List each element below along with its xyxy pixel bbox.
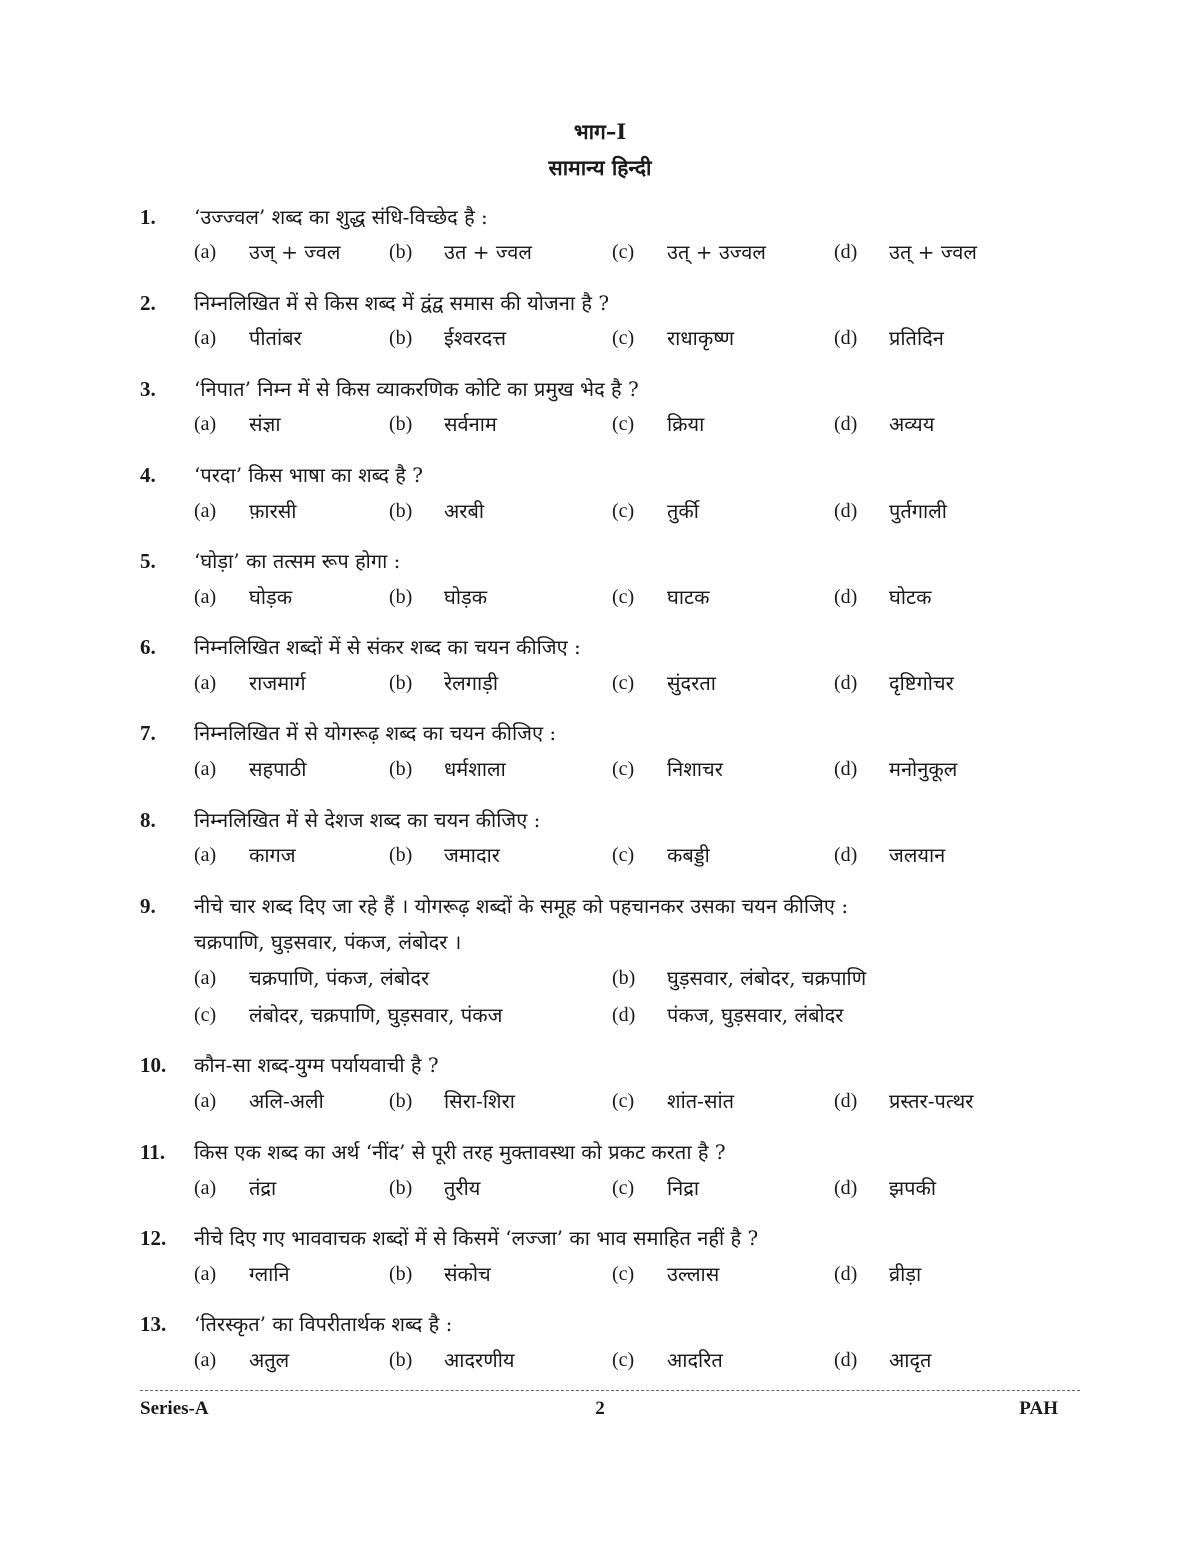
question-text: कौन-सा शब्द-युग्म पर्यायवाची है ? (194, 1053, 439, 1077)
question-number: 10. (140, 1053, 167, 1077)
question-text: नीचे दिए गए भाववाचक शब्दों में से किसमें ‘लज्जा’ का भाव समाहित नहीं है ? (194, 1226, 759, 1250)
question-number: 3. (140, 377, 156, 401)
part-heading: भाग–I (573, 119, 627, 144)
exam-page: भाग–I सामान्य हिन्दी 1. ‘उज्ज्वल’ शब्द का शुद्ध संधि-विच्छेद है : (a) उज् + ज्वल (b) उत + ज्वल (c) उत् + उज्वल (d) उत् + ज्वल 2. निम्नलिखित में से किस शब्द में द्वंद्व समास की योजना है ? (a) पीतांबर (b) ईश्वरदत्त (c) राधाकृष्ण (d) प्रतिदिन 3. ‘निपात’ निम्न में से किस व्याकरणिक कोटि का प्रमुख भेद है ? (a) संज्ञा (b) सर्वनाम (c) क्रिया (d) अव्यय 4. ‘परदा’ किस भाषा का शब्द है ? (a) फ़ारसी (b) अरबी (c) तुर्की (d) पुर्तगाली 5. ‘घोड़ा’ का तत्सम रूप होगा : (a) घोड़क (b) घोड़क (c) घाटक (d) घोटक 6. निम्नलिखित शब्दों में से संकर शब्द का चयन कीजिए : (a) राजमार्ग (b) रेलगाड़ी (c) सुंदरता (d) दृष्टिगोचर 7. निम्नलिखित में से योगरूढ़ शब्द का चयन कीजिए : (a) सहपाठी (b) धर्मशाला (c) निशाचर (d) मनोनुकूल 8. निम्नलिखित में से देशज शब्द का चयन कीजिए : (a) कागज (b) जमादार (c) कबड्डी (d) जलयान 9. नीचे चार शब्द दिए जा रहे हैं । योगरूढ़ शब्दों के समूह को पहचानकर उसका चयन कीजिए : चक्रपाणि, घुड़सवार, पंकज, लंबोदर । (a) चक्रपाणि, पंकज, लंबोदर (b) घुड़सवार, लंबोदर, चक्रपाणि (c) लंबोदर, चक्रपाणि, घुड़सवार, पंकज (d) पंकज, घुड़सवार, लंबोदर 10. कौन-सा शब्द-युग्म पर्यायवाची है ? (a) अलि-अली (b) सिरा-शिरा (c) शांत-सांत (d) प्रस्तर-पत्थर 11. किस एक शब्द का अर्थ ‘नींद’ से पूरी तरह मुक्तावस्था को प्रकट करता है ? (a) तंद्रा (b) तुरीय (c) निद्रा (d) झपकी 12. नीचे दिए गए भाववाचक शब्दों में से किसमें ‘लज्जा’ का भाव समाहित नहीं है ? (a) ग्लानि (b) संकोच (c) उल्लास (d) व्रीड़ा 13. ‘तिरस्कृत’ का विपरीतार्थक शब्द है : (a) अतुल (b) आदरणीय (c) आदरित (d) आदृत Series-A 2 PAH (0, 0, 1200, 1553)
question-number: 6. (140, 635, 156, 659)
question-text: ‘उज्ज्वल’ शब्द का शुद्ध संधि-विच्छेद है : (194, 205, 488, 229)
question-number: 2. (140, 291, 156, 315)
question-number: 5. (140, 549, 156, 573)
footer-divider (140, 1390, 1080, 1391)
question-text: नीचे चार शब्द दिए जा रहे हैं । योगरूढ़ शब्दों के समूह को पहचानकर उसका चयन कीजिए : (194, 894, 849, 918)
question-text: ‘परदा’ किस भाषा का शब्द है ? (194, 463, 424, 487)
series-label: Series-A (140, 1398, 209, 1419)
question-number: 1. (140, 205, 156, 229)
paper-code: PAH (1019, 1398, 1058, 1419)
question-text: निम्नलिखित में से योगरूढ़ शब्द का चयन कीजिए : (194, 721, 557, 745)
question-number: 9. (140, 894, 156, 918)
question-number: 11. (140, 1140, 166, 1164)
question-number: 8. (140, 808, 156, 832)
question-text: ‘तिरस्कृत’ का विपरीतार्थक शब्द है : (194, 1312, 453, 1336)
question-number: 4. (140, 463, 156, 487)
question-number: 12. (140, 1226, 167, 1250)
question-number: 13. (140, 1312, 167, 1336)
question-text: ‘निपात’ निम्न में से किस व्याकरणिक कोटि का प्रमुख भेद है ? (194, 377, 639, 401)
question-text: किस एक शब्द का अर्थ ‘नींद’ से पूरी तरह मुक्तावस्था को प्रकट करता है ? (194, 1140, 726, 1164)
question-text: ‘घोड़ा’ का तत्सम रूप होगा : (194, 549, 401, 573)
question-text: निम्नलिखित में से देशज शब्द का चयन कीजिए : (194, 808, 541, 832)
subject-heading: सामान्य हिन्दी (548, 155, 652, 180)
question-text: निम्नलिखित में से किस शब्द में द्वंद्व समास की योजना है ? (194, 291, 610, 315)
page-number: 2 (595, 1398, 605, 1419)
question-text: निम्नलिखित शब्दों में से संकर शब्द का चयन कीजिए : (194, 635, 581, 659)
question-word-list: चक्रपाणि, घुड़सवार, पंकज, लंबोदर । (194, 930, 462, 954)
question-number: 7. (140, 721, 156, 745)
